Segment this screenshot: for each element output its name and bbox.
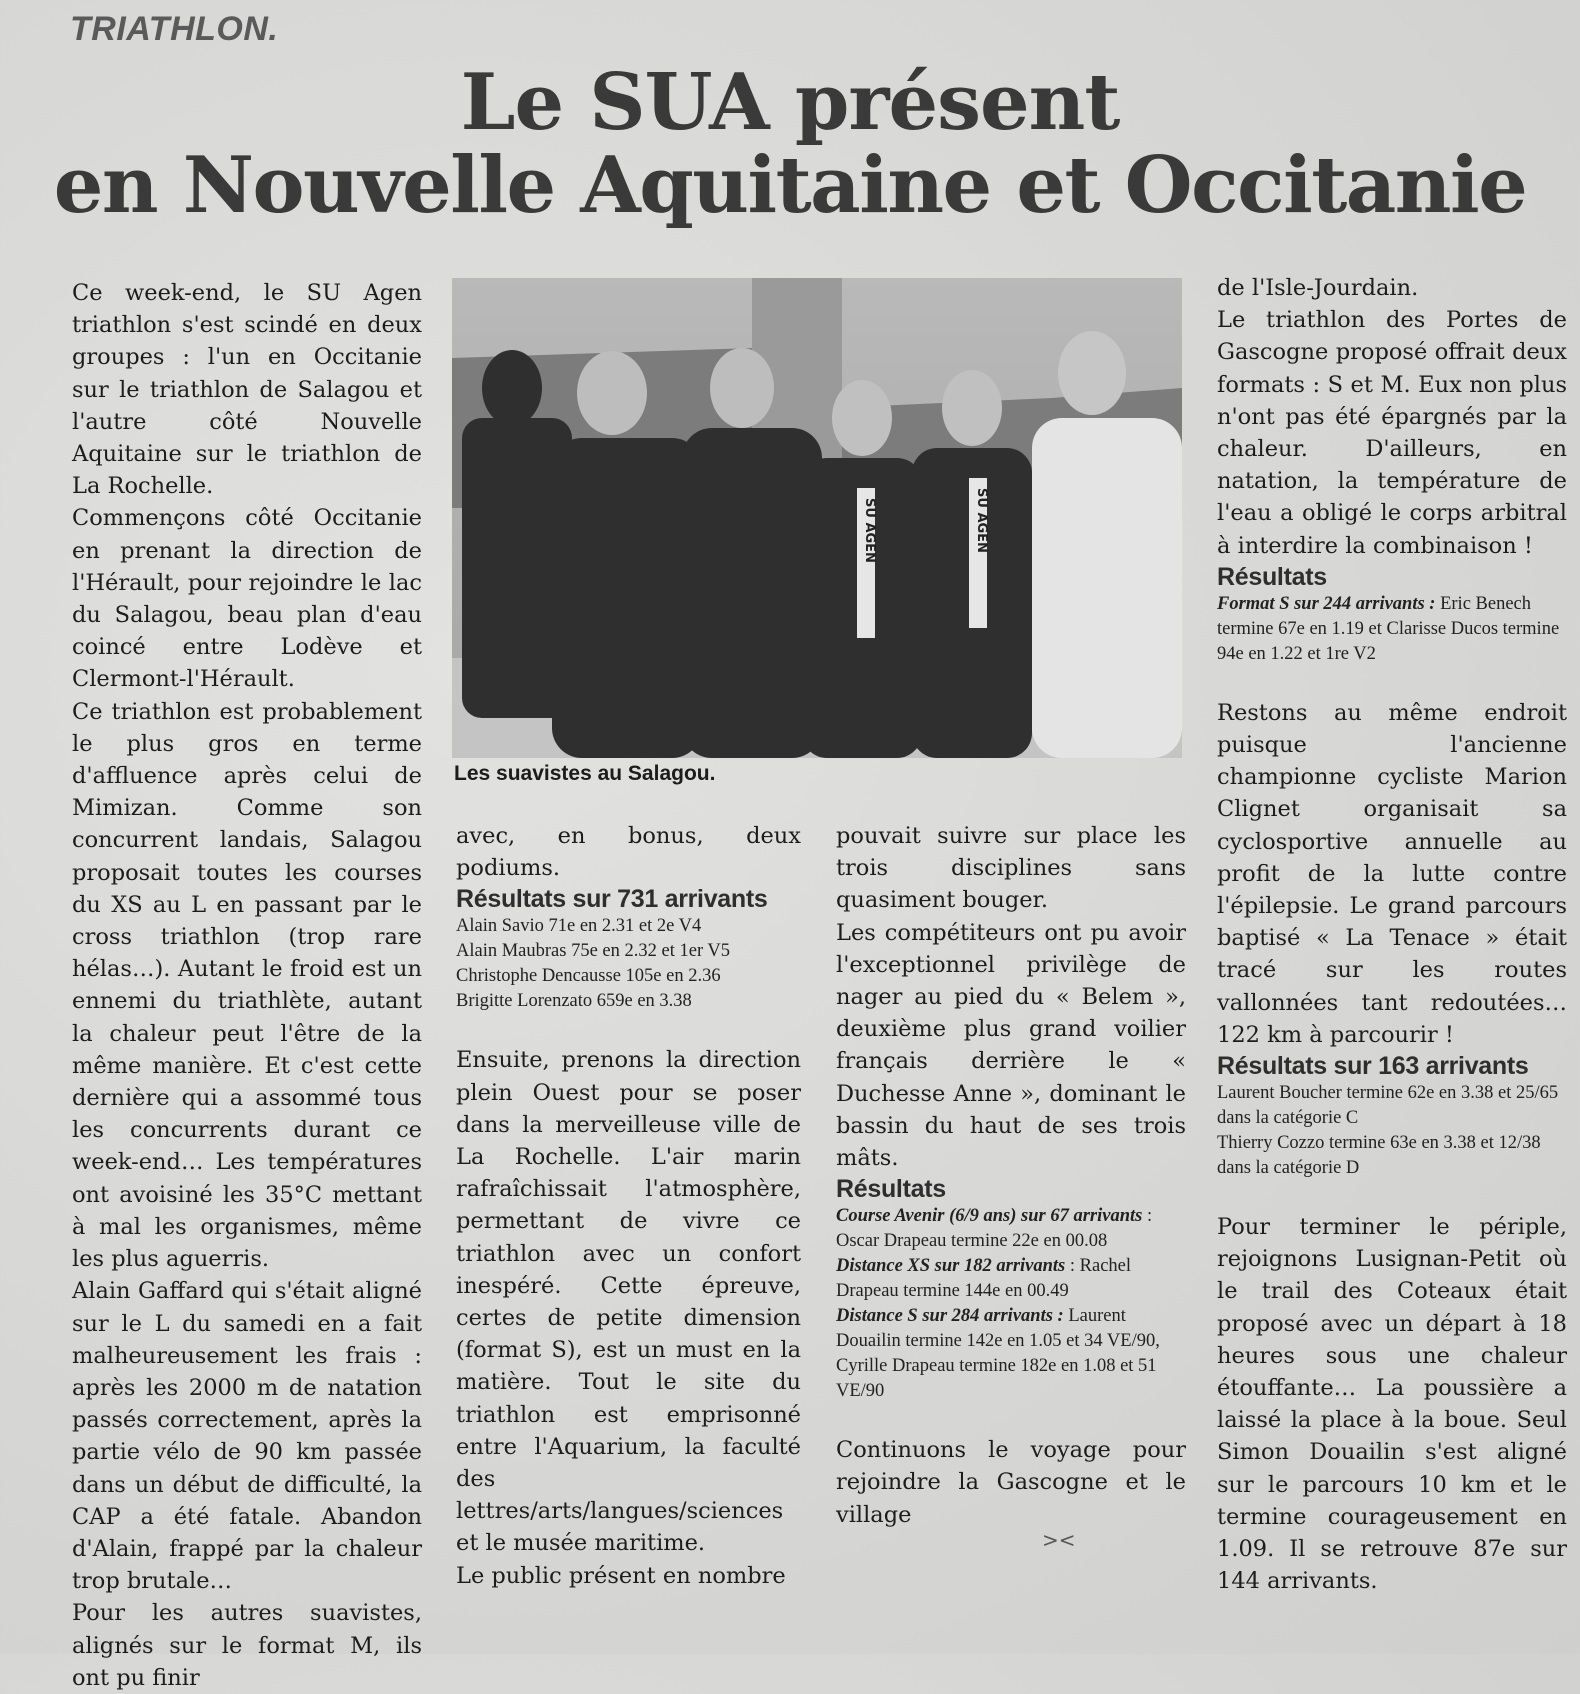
page-fold-mark: ><: [1042, 1528, 1076, 1552]
paragraph: Ensuite, prenons la direction plein Ouest pour se poser dans la merveilleuse ville de La Rochelle. L'air marin rafraîchissait l'atmosphère, permettant de vivre ce triathlon avec un confort inespéré. Cette épreuve, certes de petite dimension (format S), est un must en la matière. Tout le site du triathlon est emprisonné entre l'Aquarium, la faculté des lettres/arts/langues/sciences et le musée maritime.: [456, 1047, 801, 1557]
result-line: Christophe Dencausse 105e en 2.36: [456, 966, 721, 987]
result-line: [836, 1254, 1186, 1304]
paragraph: pouvait suivre sur place les trois disciplines sans quasiment bouger.: [836, 823, 1186, 914]
results-heading: Résultats: [836, 1175, 946, 1204]
section-rubric: TRIATHLON.: [70, 10, 279, 48]
article-photo: [452, 278, 1182, 758]
paragraph: avec, en bonus, deux podiums.: [456, 823, 801, 882]
result-line: Alain Savio 71e en 2.31 et 2e V4: [456, 916, 702, 937]
paragraph: Ce triathlon est probablement le plus gros en terme d'affluence après celui de Mimizan. Comme son concurrent landais, Salagou proposait toutes les courses du XS au L en passant par le cross triathlon (trop rare hélas…). Autant le froid est un ennemi du triathlète, autant la chaleur peut l'être de la même manière. Et c'est cette dernière qui a assommé tous les concurrents durant ce week-end… Les températures ont avoisiné les 35°C mettant à mal les organismes, même les plus aguerris.: [72, 698, 422, 1273]
svg-text:SU AGEN: SU AGEN: [974, 488, 989, 553]
result-line: Thierry Cozzo termine 63e en 3.38 et 12/38 dans la catégorie D: [1217, 1133, 1541, 1179]
article-column-4: [1217, 272, 1567, 1598]
svg-text:SU AGEN: SU AGEN: [862, 498, 877, 563]
results-heading: Résultats: [1217, 562, 1327, 591]
paragraph: Pour terminer le périple, rejoignons Lusignan-Petit où le trail des Coteaux était proposé avec un départ à 18 heures sous une chaleur étouffante… La poussière a laissé la place à la boue. Seul Simon Douailin s'est aligné sur le parcours 10 km et le termine courageusement en 1.09. Il se retrouve 87e sur 144 arrivants.: [1217, 1214, 1567, 1595]
paragraph: Commençons côté Occitanie en prenant la direction de l'Hérault, pour rejoindre le lac du Salagou, beau plan d'eau coincé entre Lodève et Clermont-l'Hérault.: [72, 505, 422, 693]
results-heading: Résultats sur 163 arrivants: [1217, 1052, 1529, 1081]
result-label: Format S sur 244 arrivants :: [1217, 593, 1436, 614]
result-line: Brigitte Lorenzato 659e en 3.38: [456, 991, 692, 1012]
result-text: : Oscar Drapeau termine 22e en 00.08: [836, 1206, 1153, 1252]
paragraph: Les compétiteurs ont pu avoir l'exceptionnel privilège de nager au pied du « Belem », deuxième plus grand voilier français derrière le « Duchesse Anne », dominant le bassin du haut de ses trois mâts.: [836, 919, 1186, 1172]
article-column-3: [836, 820, 1186, 1531]
result-text: Laurent Douailin termine 142e en 1.05 et 34 VE/90, Cyrille Drapeau termine 182e en 1.08 et 51 VE/90: [836, 1306, 1160, 1402]
result-text: Eric Benech termine 67e en 1.19 et Clarisse Ducos termine 94e en 1.22 et 1re V2: [1217, 593, 1560, 664]
results-list: [1217, 1081, 1567, 1181]
result-line: [836, 1304, 1186, 1404]
results-list: [456, 914, 801, 1014]
result-line: [836, 1204, 1186, 1254]
result-line: Alain Maubras 75e en 2.32 et 1er V5: [456, 941, 731, 962]
result-label: Course Avenir (6/9 ans) sur 67 arrivants: [836, 1206, 1143, 1227]
article-column-2: [456, 820, 801, 1592]
result-line: [1217, 592, 1567, 667]
photo-image: [452, 278, 1182, 758]
photo-caption: Les suavistes au Salagou.: [454, 762, 716, 785]
paragraph: Le triathlon des Portes de Gascogne proposé offrait deux formats : S et M. Eux non plus n'ont pas été épargnés par la chaleur. D'ailleurs, en natation, la température de l'eau a obligé le corps arbitral à interdire la combinaison !: [1217, 307, 1567, 559]
result-label: Distance XS sur 182 arrivants: [836, 1256, 1066, 1277]
paragraph: Alain Gaffard qui s'était aligné sur le L du samedi en a fait malheureusement les frais : après les 2000 m de natation passés correctement, après la partie vélo de 90 km passée dans un début de difficulté, la CAP a été fatale. Abandon d'Alain, frappé par la chaleur trop brutale…: [72, 1278, 422, 1595]
result-line: Laurent Boucher termine 62e en 3.38 et 25/65 dans la catégorie C: [1217, 1083, 1559, 1129]
headline-line-1: Le SUA présent: [460, 57, 1120, 148]
paragraph: de l'Isle-Jourdain.: [1217, 275, 1419, 301]
headline: [0, 57, 1580, 231]
article-column-1: [72, 277, 422, 1694]
paragraph: Continuons le voyage pour rejoindre la Gascogne et le village: [836, 1437, 1186, 1528]
results-list: [1217, 592, 1567, 667]
result-text: : Rachel Drapeau termine 144e en 00.49: [836, 1256, 1132, 1302]
headline-line-2: en Nouvelle Aquitaine et Occitanie: [53, 139, 1527, 231]
results-heading: Résultats sur 731 arrivants: [456, 885, 768, 914]
paragraph: Le public présent en nombre: [456, 1562, 786, 1589]
paragraph: Ce week-end, le SU Agen triathlon s'est scindé en deux groupes : l'un en Occitanie sur le triathlon de Salagou et l'autre côté Nouvelle Aquitaine sur le triathlon de La Rochelle.: [72, 280, 422, 500]
result-label: Distance S sur 284 arrivants :: [836, 1306, 1064, 1327]
paragraph: Pour les autres suavistes, alignés sur le format M, ils ont pu finir: [72, 1600, 422, 1691]
paragraph: Restons au même endroit puisque l'ancienne championne cycliste Marion Clignet organisait sa cyclosportive annuelle au profit de la lutte contre l'épilepsie. Le grand parcours baptisé « La Tenace » était tracé sur les routes vallonnées tant redoutées… 122 km à parcourir !: [1217, 699, 1567, 1048]
results-list: [836, 1204, 1186, 1404]
